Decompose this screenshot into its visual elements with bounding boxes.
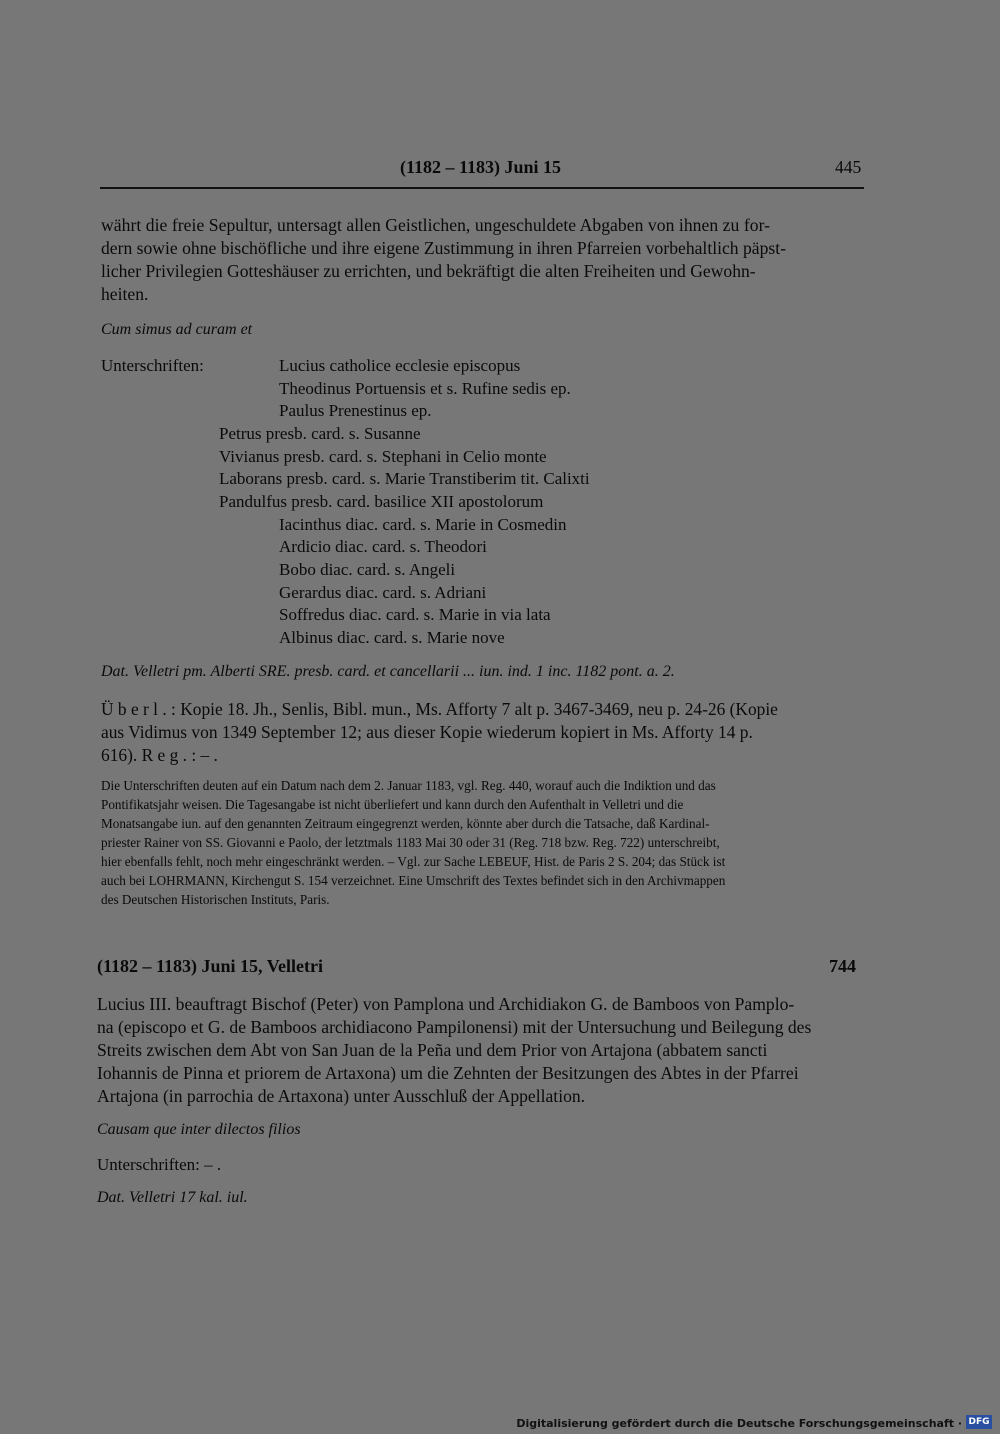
note-line: hier ebenfalls fehlt, noch mehr eingeschränkt werden. – Vgl. zur Sache LEBEUF, Hist. de Paris 2 S. 204; das Stück ist [101,854,726,869]
entry-title: (1182 – 1183) Juni 15, Velletri [97,956,324,976]
signature-line: Ardicio diac. card. s. Theodori [279,537,487,556]
signature-line: Iacinthus diac. card. s. Marie in Cosmedin [279,515,567,534]
commentary [101,776,862,909]
digitization-credit: Digitalisierung gefördert durch die Deutsche Forschungsgemeinschaft · [516,1417,962,1430]
text-line: Streits zwischen dem Abt von San Juan de la Peña und dem Prior von Artajona (abbatem sancti [97,1040,768,1060]
text-line: Iohannis de Pinna et priorem de Artaxona) um die Zehnten der Besitzungen des Abtes in der Pfarrei [97,1063,799,1083]
header-rule [100,187,864,189]
text-line: licher Privilegien Gotteshäuser zu errichten, und bekräftigt die alten Freiheiten und Gewohn- [101,261,756,281]
text-line: dern sowie ohne bischöfliche und ihre eigene Zustimmung in ihren Pfarreien vorbehaltlich päpst- [101,238,786,258]
text-line: aus Vidimus von 1349 September 12; aus dieser Kopie wiederum kopiert in Ms. Afforty 14 p. [101,722,753,742]
signature-line: Bobo diac. card. s. Angeli [279,560,456,579]
signature-line: Gerardus diac. card. s. Adriani [279,583,487,602]
signature-line: Laborans presb. card. s. Marie Transtiberim tit. Calixti [219,469,590,488]
text-line: Ü b e r l . : Kopie 18. Jh., Senlis, Bibl. mun., Ms. Afforty 7 alt p. 3467-3469, neu p. 24-26 (Kopie [101,699,778,719]
dating-clause: Dat. Velletri 17 kal. iul. [97,1189,248,1206]
incipit: Cum simus ad curam et [101,321,253,338]
page-number: 445 [835,157,862,177]
signatures-line: Unterschriften: – . [97,1155,222,1174]
text-line: Artajona (in parrochia de Artaxona) unter Ausschluß der Appellation. [97,1086,586,1106]
entry-743-text [101,214,862,306]
dating-clause: Dat. Velletri pm. Alberti SRE. presb. card. et cancellarii ... iun. ind. 1 inc. 1182 pont. a. 2. [101,663,675,680]
note-line: auch bei LOHRMANN, Kirchengut S. 154 verzeichnet. Eine Umschrift des Textes befindet sich in den Archivmappen [101,873,726,888]
text-line: Lucius III. beauftragt Bischof (Peter) von Pamplona und Archidiakon G. de Bamboos von Pamplo- [97,994,795,1014]
text-line: heiten. [101,284,149,304]
running-head: (1182 – 1183) Juni 15 [400,157,562,177]
dfg-logo-icon: DFG [966,1415,992,1429]
incipit: Causam que inter dilectos filios [97,1121,301,1138]
note-line: priester Rainer von SS. Giovanni e Paolo, der letztmals 1183 Mai 30 oder 31 (Reg. 718 bzw. Reg. 722) unterschreibt, [101,835,720,850]
text-line: na (episcopo et G. de Bamboos archidiacono Pampilonensi) mit der Untersuchung und Beilegung des [97,1017,812,1037]
entry-744-text [97,993,861,1108]
signature-line: Pandulfus presb. card. basilice XII apostolorum [219,492,544,511]
text-line: währt die freie Sepultur, untersagt allen Geistlichen, ungeschuldete Abgaben von ihnen zu for- [101,215,771,235]
signature-line: Albinus diac. card. s. Marie nove [279,628,505,647]
signature-line: Paulus Prenestinus ep. [279,401,432,420]
signature-line: Vivianus presb. card. s. Stephani in Celio monte [219,447,547,466]
transmission-note [101,698,778,767]
text-line: 616). R e g . : – . [101,745,218,765]
note-line: des Deutschen Historischen Instituts, Paris. [101,892,330,907]
entry-number: 744 [829,956,856,976]
signature-line: Soffredus diac. card. s. Marie in via lata [279,605,551,624]
signature-line: Theodinus Portuensis et s. Rufine sedis ep. [279,379,571,398]
note-line: Monatsangabe iun. auf den genannten Zeitraum eingegrenzt werden, könnte aber durch die Tatsache, daß Kardinal- [101,816,710,831]
signatures-label: Unterschriften: [101,356,204,375]
signature-line: Petrus presb. card. s. Susanne [219,424,421,443]
signature-line: Lucius catholice ecclesie episcopus [279,356,521,375]
note-line: Die Unterschriften deuten auf ein Datum nach dem 2. Januar 1183, vgl. Reg. 440, worauf auch die Indiktion und das [101,778,716,793]
note-line: Pontifikatsjahr weisen. Die Tagesangabe ist nicht überliefert und kann durch den Aufenthalt in Velletri und die [101,797,684,812]
